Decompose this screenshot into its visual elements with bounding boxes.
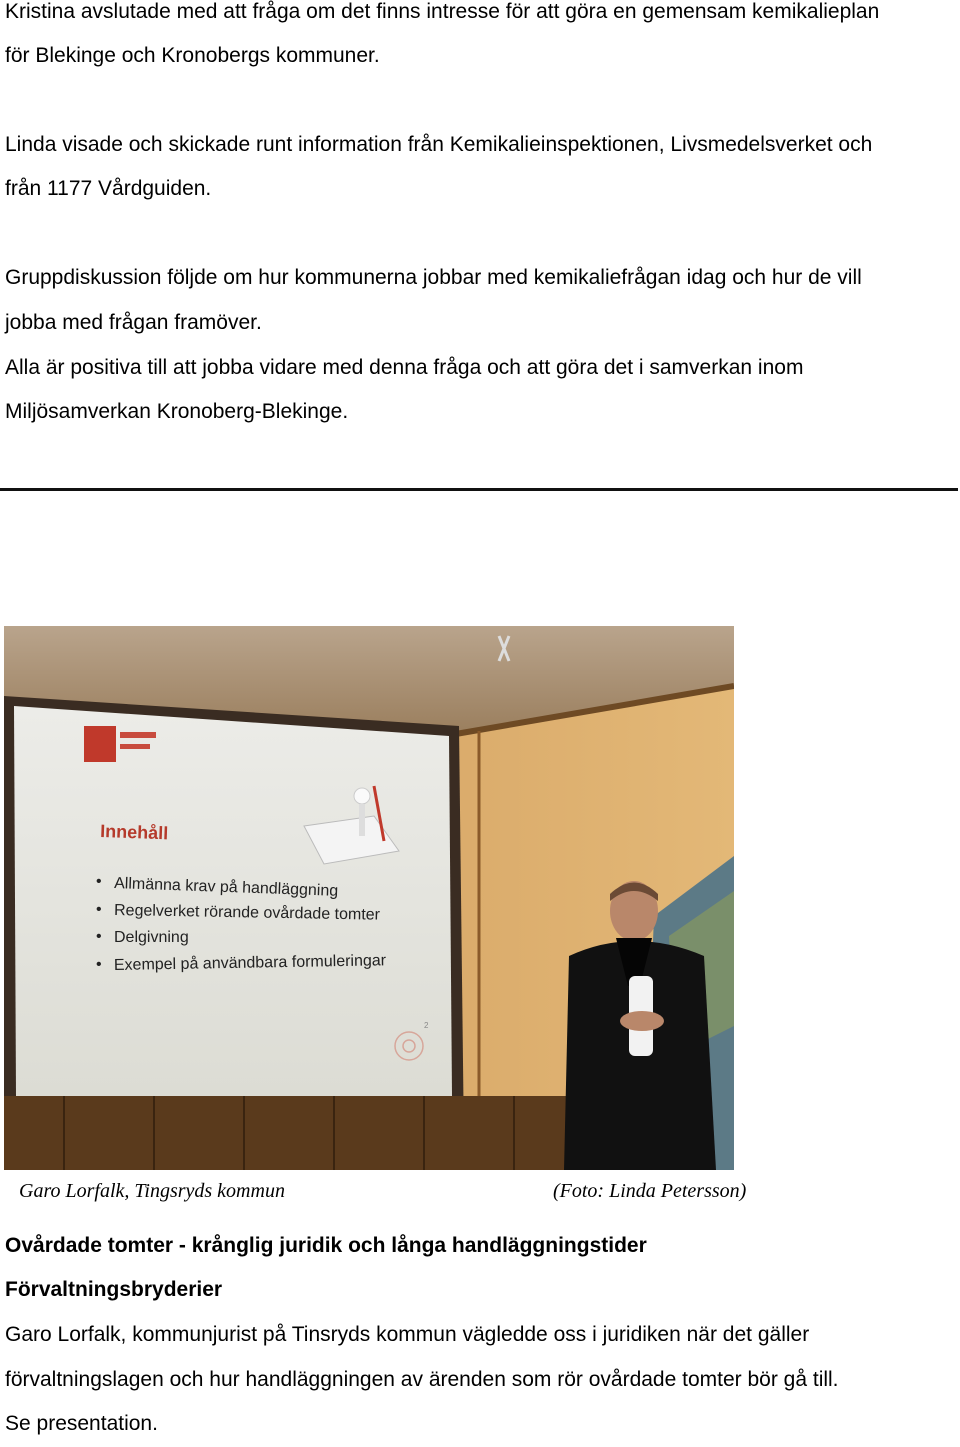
paragraph-line: från 1177 Vårdguiden. xyxy=(5,177,212,200)
photo-scene xyxy=(4,626,734,1170)
paragraph-line: Linda visade och skickade runt information från Kemikalieinspektionen, Livsmedelsverket och xyxy=(5,133,873,156)
slide-bullet: Regelverket rörande ovårdade tomter xyxy=(113,902,381,924)
paragraph-line: för Blekinge och Kronobergs kommuner. xyxy=(5,44,380,67)
logo-icon xyxy=(84,726,116,762)
slide-bullet-dot: • xyxy=(96,928,102,945)
slide-bullet-dot: • xyxy=(96,956,102,973)
photo-caption-left: Garo Lorfalk, Tingsryds kommun xyxy=(19,1180,285,1202)
paragraph-line: Kristina avslutade med att fråga om det finns intresse för att göra en gemensam kemikalieplan xyxy=(5,0,880,23)
slide-bullet: Allmänna krav på handläggning xyxy=(113,875,339,900)
body-line: Se presentation. xyxy=(5,1412,158,1435)
slide-bullet: Delgivning xyxy=(114,929,189,946)
slide-bullet-dot: • xyxy=(96,873,102,890)
paragraph-line: jobba med frågan framöver. xyxy=(5,311,262,334)
photo-caption-right: (Foto: Linda Petersson) xyxy=(553,1180,747,1202)
slide-title: Innehåll xyxy=(99,821,169,844)
body-line: Garo Lorfalk, kommunjurist på Tinsryds kommun vägledde oss i juridiken när det gäller xyxy=(5,1323,810,1346)
horizontal-divider xyxy=(0,488,958,491)
slide-page-number: 2 xyxy=(424,1021,429,1030)
paragraph-line: Alla är positiva till att jobba vidare med denna fråga och att göra det i samverkan inom xyxy=(5,356,804,379)
section-heading: Ovårdade tomter - krånglig juridik och långa handläggningstider xyxy=(5,1234,647,1257)
slide-bullet-dot: • xyxy=(96,901,102,918)
section-subheading: Förvaltningsbryderier xyxy=(5,1278,223,1301)
slide-bullet: Exempel på användbara formuleringar xyxy=(113,952,387,974)
paragraph-line: Gruppdiskussion följde om hur kommunerna jobbar med kemikaliefrågan idag och hur de vill xyxy=(5,266,862,289)
body-line: förvaltningslagen och hur handläggningen av ärenden som rör ovårdade tomter bör gå till. xyxy=(5,1368,839,1391)
presentation-photo xyxy=(4,626,734,1170)
paragraph-line: Miljösamverkan Kronoberg-Blekinge. xyxy=(5,400,349,423)
